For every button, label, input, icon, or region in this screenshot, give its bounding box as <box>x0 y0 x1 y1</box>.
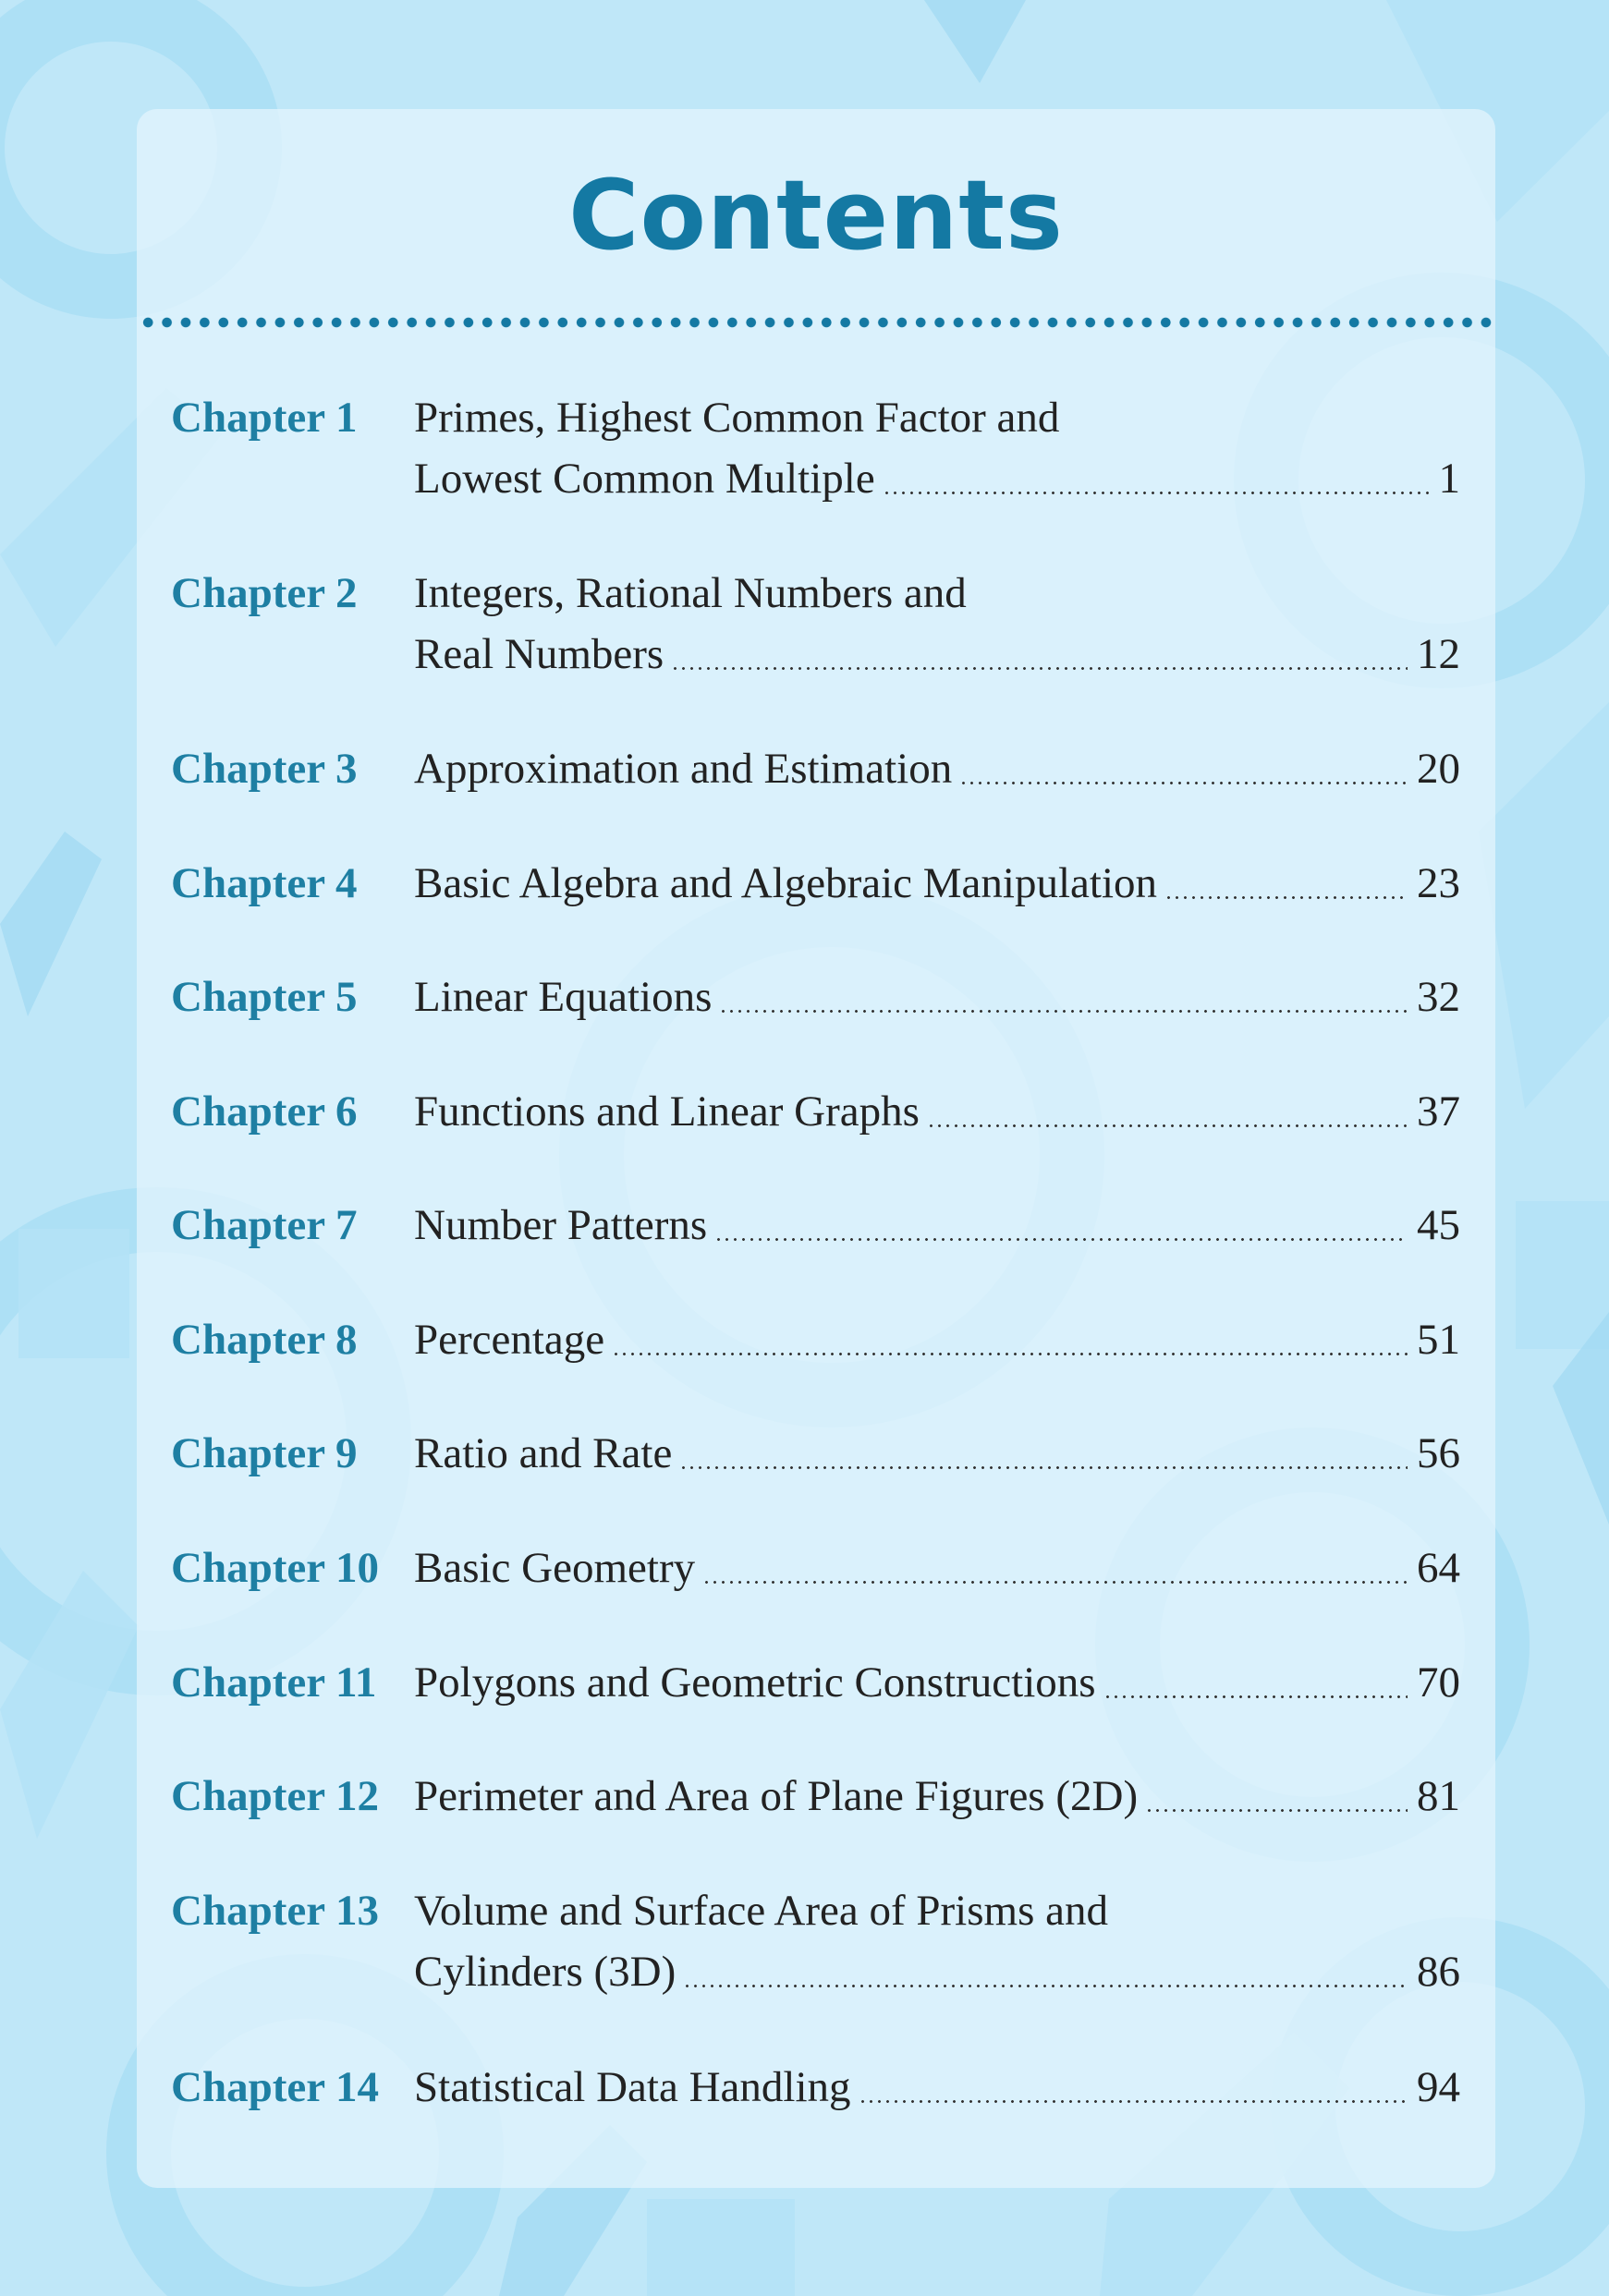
dot-leader <box>702 1537 1408 1598</box>
chapter-title: Polygons and Geometric Constructions <box>414 1658 1096 1707</box>
chapter-label: Chapter 5 <box>171 973 358 1021</box>
chapter-label: Chapter 1 <box>171 394 358 442</box>
chapter-label: Chapter 11 <box>171 1658 377 1707</box>
dot-leader <box>679 1423 1408 1484</box>
chapter-label: Chapter 7 <box>171 1201 358 1249</box>
dot-leader <box>1145 1766 1408 1827</box>
dot-leader <box>883 448 1430 509</box>
page-number: 20 <box>1417 745 1460 793</box>
page-number: 32 <box>1417 973 1460 1021</box>
chapter-title-line-2: Cylinders (3D) <box>414 1948 677 1996</box>
dot-leader <box>671 624 1408 685</box>
chapter-label: Chapter 14 <box>171 2063 379 2111</box>
page-number: 12 <box>1417 630 1460 678</box>
chapter-title: Percentage <box>414 1316 605 1364</box>
chapter-title: Approximation and Estimation <box>414 745 953 793</box>
page-number: 1 <box>1438 455 1460 503</box>
chapter-title: Functions and Linear Graphs <box>414 1087 920 1136</box>
chapter-label: Chapter 10 <box>171 1544 379 1592</box>
page-number: 45 <box>1417 1201 1460 1249</box>
dot-leader <box>719 966 1408 1027</box>
chapter-title-line-2: Lowest Common Multiple <box>414 455 875 503</box>
dot-leader <box>959 738 1408 799</box>
chapter-title-line-1: Volume and Surface Area of Prisms and <box>414 1887 1108 1935</box>
chapter-title: Statistical Data Handling <box>414 2063 851 2111</box>
chapter-title-line-1: Primes, Highest Common Factor and <box>414 394 1060 442</box>
dot-leader <box>612 1309 1408 1370</box>
chapter-title: Linear Equations <box>414 973 713 1021</box>
chapter-label: Chapter 4 <box>171 859 358 907</box>
chapter-title: Basic Algebra and Algebraic Manipulation <box>414 859 1158 907</box>
chapter-title: Basic Geometry <box>414 1544 696 1592</box>
page-number: 64 <box>1417 1544 1460 1592</box>
chapter-label: Chapter 8 <box>171 1316 358 1364</box>
dot-leader <box>927 1081 1408 1142</box>
chapter-title: Ratio and Rate <box>414 1429 673 1477</box>
dot-leader <box>683 1941 1408 2002</box>
dot-leader <box>1103 1652 1408 1713</box>
dot-leader <box>714 1195 1408 1256</box>
chapter-title: Perimeter and Area of Plane Figures (2D) <box>414 1772 1139 1820</box>
chapter-label: Chapter 12 <box>171 1772 379 1820</box>
page-number: 94 <box>1417 2063 1460 2111</box>
page-number: 81 <box>1417 1772 1460 1820</box>
page-number: 70 <box>1417 1658 1460 1707</box>
chapter-label: Chapter 6 <box>171 1087 358 1136</box>
page-title: Contents <box>568 159 1064 272</box>
page-number: 86 <box>1417 1948 1460 1996</box>
chapter-title-line-2: Real Numbers <box>414 630 664 678</box>
page-number: 37 <box>1417 1087 1460 1136</box>
chapter-title-line-1: Integers, Rational Numbers and <box>414 569 967 617</box>
chapter-label: Chapter 13 <box>171 1887 379 1935</box>
chapter-label: Chapter 3 <box>171 745 358 793</box>
chapter-label: Chapter 2 <box>171 569 358 617</box>
chapter-label: Chapter 9 <box>171 1429 358 1477</box>
page-number: 23 <box>1417 859 1460 907</box>
page-number: 56 <box>1417 1429 1460 1477</box>
page-number: 51 <box>1417 1316 1460 1364</box>
dot-leader <box>1164 853 1408 914</box>
dot-leader <box>859 2057 1408 2118</box>
chapter-title: Number Patterns <box>414 1201 708 1249</box>
